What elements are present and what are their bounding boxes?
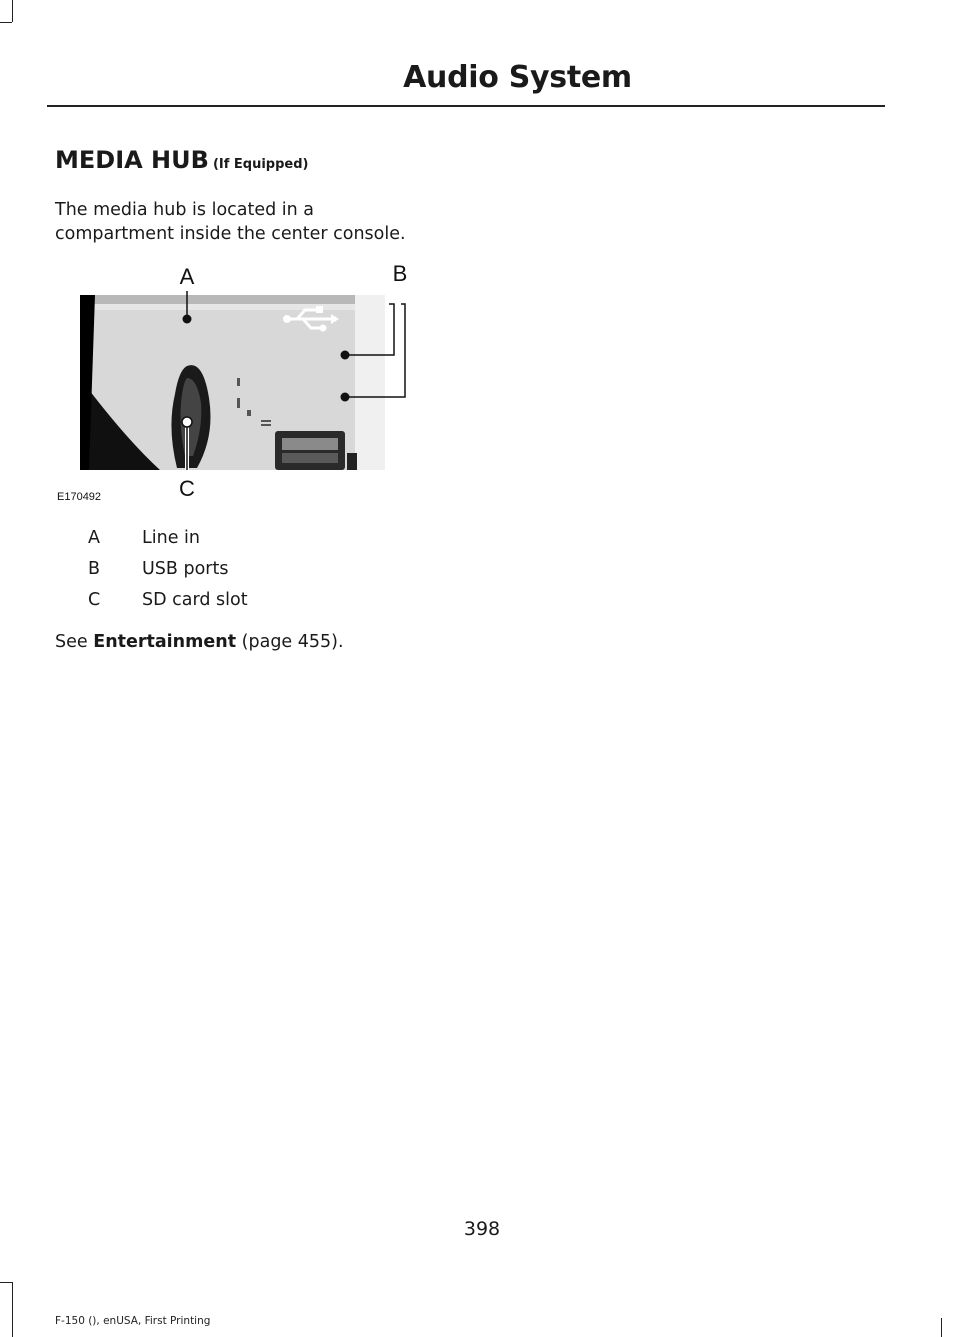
crop-mark [941, 1318, 942, 1337]
media-hub-illustration [55, 258, 425, 508]
see-prefix: See [55, 632, 88, 652]
page-footer: F-150 (), enUSA, First Printing [55, 1315, 211, 1327]
page-header-title: Audio System [403, 60, 632, 95]
usb-port [275, 431, 345, 470]
section-title [55, 146, 308, 174]
see-suffix: (page 455). [241, 632, 344, 652]
callout-c-label: C [179, 476, 195, 501]
crop-mark [0, 1282, 12, 1283]
legend-key: B [88, 559, 101, 579]
intro-line-1: The media hub is located in a [55, 200, 315, 220]
callout-b-label: B [392, 261, 408, 286]
callout-a-dot [183, 315, 192, 324]
callout-c-dot [182, 417, 192, 427]
legend-desc: Line in [142, 528, 200, 548]
crop-mark [0, 22, 12, 23]
section-title-text: MEDIA HUB [55, 146, 209, 174]
figure-image-id: E170492 [57, 491, 102, 503]
entertainment-link[interactable]: Entertainment [93, 632, 237, 652]
page-number: 398 [463, 1218, 501, 1240]
intro-paragraph [55, 198, 455, 246]
legend-key: A [88, 528, 100, 548]
cross-reference [55, 632, 344, 652]
crop-mark [12, 1282, 13, 1337]
section-qualifier: (If Equipped) [212, 157, 309, 172]
legend-key: C [88, 590, 101, 610]
legend-desc: SD card slot [142, 590, 248, 610]
media-hub-figure [55, 258, 425, 508]
crop-mark [12, 0, 13, 22]
header-rule [47, 105, 885, 107]
callout-a-label: A [179, 264, 195, 289]
callout-b-dot-1 [341, 351, 350, 360]
intro-line-2: compartment inside the center console. [55, 224, 406, 244]
legend-desc: USB ports [142, 559, 229, 579]
callout-b-dot-2 [341, 393, 350, 402]
